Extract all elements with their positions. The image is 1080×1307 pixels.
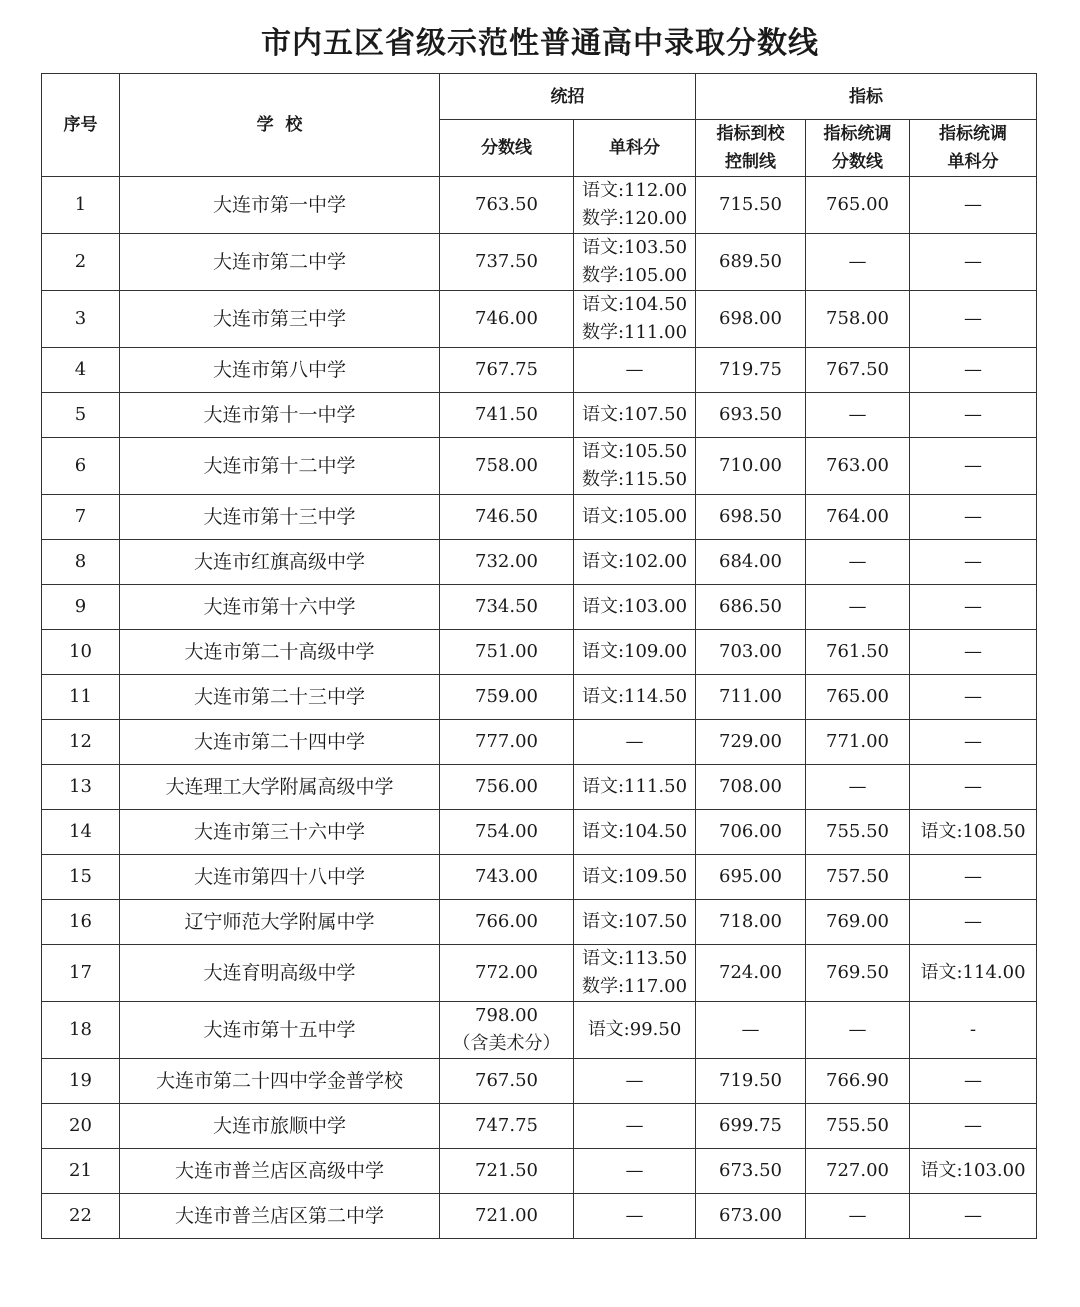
single-subject-cell	[574, 765, 696, 810]
table-row	[42, 348, 1037, 393]
zb-control-cell: 686.50	[696, 585, 806, 630]
header-zb-tiao-single-line1: 指标统调	[939, 124, 1008, 144]
single-subject-line: 语文:112.00	[581, 180, 688, 201]
single-subject-line: 语文:104.50	[581, 294, 688, 315]
zb-control-cell: 708.00	[696, 765, 806, 810]
zb-control-cell: 689.50	[696, 234, 806, 291]
table-row	[42, 234, 1037, 291]
header-school: 学 校	[120, 74, 440, 177]
school-cell: 大连市第三中学	[120, 291, 440, 348]
header-zb-tiao-single-line2: 单科分	[947, 152, 999, 172]
score-line: 767.75	[475, 359, 538, 380]
single-subject-cell	[574, 495, 696, 540]
score-line: 721.50	[475, 1160, 538, 1181]
score-table	[41, 73, 1037, 1239]
school-cell: 大连市第一中学	[120, 177, 440, 234]
single-subject-cell	[574, 900, 696, 945]
score-cell	[440, 1059, 574, 1104]
single-subject-cell	[574, 675, 696, 720]
seq-cell: 1	[42, 177, 120, 234]
school-cell: 大连市第二十三中学	[120, 675, 440, 720]
zb-tiao-single-cell: —	[910, 177, 1037, 234]
seq-cell: 20	[42, 1104, 120, 1149]
table-row	[42, 1149, 1037, 1194]
table-row	[42, 438, 1037, 495]
seq-cell: 14	[42, 810, 120, 855]
table-row	[42, 765, 1037, 810]
zb-control-cell: —	[696, 1002, 806, 1059]
table-row	[42, 630, 1037, 675]
score-line: 737.50	[475, 251, 538, 272]
score-cell	[440, 675, 574, 720]
school-cell: 大连市第二十四中学	[120, 720, 440, 765]
score-line: 754.00	[475, 821, 538, 842]
score-cell	[440, 393, 574, 438]
single-subject-cell	[574, 810, 696, 855]
school-cell: 大连育明高级中学	[120, 945, 440, 1002]
single-subject-cell	[574, 1149, 696, 1194]
school-cell: 大连市第十一中学	[120, 393, 440, 438]
zb-tiao-score-cell: —	[806, 1194, 910, 1239]
score-line: 746.00	[475, 308, 538, 329]
score-cell	[440, 585, 574, 630]
seq-cell: 17	[42, 945, 120, 1002]
seq-cell: 22	[42, 1194, 120, 1239]
zb-control-cell: 673.50	[696, 1149, 806, 1194]
seq-cell: 7	[42, 495, 120, 540]
seq-cell: 6	[42, 438, 120, 495]
zb-tiao-score-cell: —	[806, 765, 910, 810]
seq-cell: 13	[42, 765, 120, 810]
zb-tiao-single-cell: —	[910, 1059, 1037, 1104]
score-cell	[440, 855, 574, 900]
zb-control-cell: 724.00	[696, 945, 806, 1002]
zb-tiao-single-cell: —	[910, 495, 1037, 540]
zb-control-cell: 699.75	[696, 1104, 806, 1149]
zb-control-cell: 695.00	[696, 855, 806, 900]
seq-cell: 5	[42, 393, 120, 438]
single-subject-cell	[574, 348, 696, 393]
zb-tiao-score-cell: 763.00	[806, 438, 910, 495]
zb-control-cell: 698.50	[696, 495, 806, 540]
zb-tiao-single-cell: —	[910, 630, 1037, 675]
zb-tiao-single-cell: -	[910, 1002, 1037, 1059]
zb-control-cell: 729.00	[696, 720, 806, 765]
single-subject-line: —	[625, 1205, 644, 1226]
school-cell: 大连市第十六中学	[120, 585, 440, 630]
zb-control-cell: 711.00	[696, 675, 806, 720]
score-cell	[440, 720, 574, 765]
zb-control-cell: 698.00	[696, 291, 806, 348]
score-line: 777.00	[475, 731, 538, 752]
zb-tiao-single-cell: —	[910, 234, 1037, 291]
zb-tiao-score-cell: 771.00	[806, 720, 910, 765]
single-subject-cell	[574, 1002, 696, 1059]
single-subject-line: 语文:107.50	[581, 911, 688, 932]
single-subject-line: 语文:107.50	[581, 404, 688, 425]
single-subject-cell	[574, 291, 696, 348]
zb-control-cell: 706.00	[696, 810, 806, 855]
zb-tiao-score-cell: —	[806, 540, 910, 585]
zb-tiao-single-cell: —	[910, 900, 1037, 945]
seq-cell: 18	[42, 1002, 120, 1059]
score-cell	[440, 1194, 574, 1239]
zb-control-cell: 673.00	[696, 1194, 806, 1239]
score-cell	[440, 540, 574, 585]
single-subject-cell	[574, 1104, 696, 1149]
single-subject-line: 数学:111.00	[581, 322, 688, 343]
score-line: 721.00	[475, 1205, 538, 1226]
score-line: 747.75	[475, 1115, 538, 1136]
single-subject-line: 语文:113.50	[581, 948, 688, 969]
school-cell: 大连理工大学附属高级中学	[120, 765, 440, 810]
zb-control-cell: 719.50	[696, 1059, 806, 1104]
zb-tiao-single-cell: 语文:108.50	[910, 810, 1037, 855]
header-row-1	[42, 74, 1037, 120]
score-cell	[440, 291, 574, 348]
single-subject-line: —	[625, 1160, 644, 1181]
seq-cell: 9	[42, 585, 120, 630]
school-cell: 大连市第二十四中学金普学校	[120, 1059, 440, 1104]
single-subject-cell	[574, 540, 696, 585]
header-zb-tiao-score-line2: 分数线	[832, 152, 883, 172]
single-subject-line: 语文:105.00	[581, 506, 688, 527]
score-line: 751.00	[475, 641, 538, 662]
seq-cell: 8	[42, 540, 120, 585]
single-subject-line: 语文:114.50	[581, 686, 688, 707]
score-line: 759.00	[475, 686, 538, 707]
score-cell	[440, 234, 574, 291]
seq-cell: 19	[42, 1059, 120, 1104]
zb-tiao-score-cell: —	[806, 234, 910, 291]
table-row	[42, 855, 1037, 900]
zb-tiao-score-cell: 758.00	[806, 291, 910, 348]
score-line: （含美术分）	[452, 1033, 561, 1054]
single-subject-line: 数学:105.00	[581, 265, 688, 286]
single-subject-line: 语文:105.50	[581, 441, 688, 462]
zb-tiao-single-cell: —	[910, 438, 1037, 495]
zb-tiao-single-cell: —	[910, 291, 1037, 348]
school-cell: 辽宁师范大学附属中学	[120, 900, 440, 945]
table-row	[42, 393, 1037, 438]
score-line: 772.00	[475, 962, 538, 983]
score-line: 763.50	[475, 194, 538, 215]
zb-tiao-single-cell: 语文:103.00	[910, 1149, 1037, 1194]
school-cell: 大连市第二中学	[120, 234, 440, 291]
header-zhibiao: 指标	[696, 74, 1037, 120]
seq-cell: 16	[42, 900, 120, 945]
seq-cell: 21	[42, 1149, 120, 1194]
score-cell	[440, 177, 574, 234]
zb-tiao-single-cell: —	[910, 1194, 1037, 1239]
single-subject-cell	[574, 855, 696, 900]
school-cell: 大连市第八中学	[120, 348, 440, 393]
single-subject-line: 语文:99.50	[587, 1019, 682, 1040]
zb-control-cell: 693.50	[696, 393, 806, 438]
score-line: 758.00	[475, 455, 538, 476]
table-body	[42, 177, 1037, 1239]
score-line: 766.00	[475, 911, 538, 932]
school-cell: 大连市普兰店区高级中学	[120, 1149, 440, 1194]
score-cell	[440, 1149, 574, 1194]
header-zb-control-line1: 指标到校	[716, 124, 785, 144]
zb-tiao-score-cell: 765.00	[806, 675, 910, 720]
score-line: 734.50	[475, 596, 538, 617]
zb-tiao-score-cell: 757.50	[806, 855, 910, 900]
score-line: 732.00	[475, 551, 538, 572]
zb-control-cell: 715.50	[696, 177, 806, 234]
zb-tiao-score-cell: 769.00	[806, 900, 910, 945]
single-subject-cell	[574, 945, 696, 1002]
zb-tiao-single-cell: —	[910, 540, 1037, 585]
single-subject-cell	[574, 630, 696, 675]
zb-tiao-score-cell: 766.90	[806, 1059, 910, 1104]
score-line: 767.50	[475, 1070, 538, 1091]
school-cell: 大连市第四十八中学	[120, 855, 440, 900]
single-subject-line: 数学:115.50	[581, 469, 688, 490]
score-cell	[440, 945, 574, 1002]
score-cell	[440, 1104, 574, 1149]
table-row	[42, 1059, 1037, 1104]
zb-tiao-single-cell: —	[910, 348, 1037, 393]
single-subject-cell	[574, 1059, 696, 1104]
seq-cell: 15	[42, 855, 120, 900]
zb-tiao-single-cell: —	[910, 393, 1037, 438]
school-cell: 大连市第二十高级中学	[120, 630, 440, 675]
score-cell	[440, 438, 574, 495]
zb-control-cell: 719.75	[696, 348, 806, 393]
single-subject-line: —	[625, 359, 644, 380]
zb-tiao-score-cell: 761.50	[806, 630, 910, 675]
score-cell	[440, 1002, 574, 1059]
header-seq: 序号	[42, 74, 120, 177]
score-cell	[440, 495, 574, 540]
school-cell: 大连市红旗高级中学	[120, 540, 440, 585]
seq-cell: 11	[42, 675, 120, 720]
header-zb-control	[696, 120, 806, 177]
header-zb-tiao-single	[910, 120, 1037, 177]
single-subject-line: —	[625, 731, 644, 752]
score-cell	[440, 900, 574, 945]
seq-cell: 10	[42, 630, 120, 675]
header-score-line: 分数线	[440, 120, 574, 177]
table-row	[42, 1194, 1037, 1239]
zb-control-cell: 718.00	[696, 900, 806, 945]
page-title: 市内五区省级示范性普通高中录取分数线	[261, 26, 819, 61]
table-row	[42, 675, 1037, 720]
school-cell: 大连市第十二中学	[120, 438, 440, 495]
single-subject-line: 语文:103.00	[581, 596, 688, 617]
table-row	[42, 720, 1037, 765]
zb-tiao-single-cell: —	[910, 765, 1037, 810]
single-subject-line: 语文:109.50	[581, 866, 688, 887]
seq-cell: 12	[42, 720, 120, 765]
zb-control-cell: 684.00	[696, 540, 806, 585]
school-cell: 大连市第十五中学	[120, 1002, 440, 1059]
school-cell: 大连市第十三中学	[120, 495, 440, 540]
single-subject-cell	[574, 438, 696, 495]
zb-tiao-score-cell: 769.50	[806, 945, 910, 1002]
header-zb-tiao-score-line1: 指标统调	[823, 124, 892, 144]
score-cell	[440, 765, 574, 810]
seq-cell: 3	[42, 291, 120, 348]
table-row	[42, 495, 1037, 540]
school-cell: 大连市第三十六中学	[120, 810, 440, 855]
table-row	[42, 810, 1037, 855]
header-zb-tiao-score	[806, 120, 910, 177]
zb-tiao-score-cell: 755.50	[806, 810, 910, 855]
zb-tiao-single-cell: 语文:114.00	[910, 945, 1037, 1002]
score-line: 743.00	[475, 866, 538, 887]
header-tongzhao: 统招	[440, 74, 696, 120]
single-subject-line: 语文:111.50	[581, 776, 688, 797]
score-cell	[440, 630, 574, 675]
score-line: 741.50	[475, 404, 538, 425]
zb-tiao-single-cell: —	[910, 585, 1037, 630]
single-subject-line: 数学:120.00	[581, 208, 688, 229]
single-subject-line: —	[625, 1070, 644, 1091]
zb-tiao-score-cell: 727.00	[806, 1149, 910, 1194]
score-line: 756.00	[475, 776, 538, 797]
single-subject-cell	[574, 720, 696, 765]
header-zb-control-line2: 控制线	[725, 152, 776, 172]
seq-cell: 2	[42, 234, 120, 291]
single-subject-line: 语文:103.50	[581, 237, 688, 258]
single-subject-line: 语文:109.00	[581, 641, 688, 662]
zb-tiao-score-cell: 764.00	[806, 495, 910, 540]
zb-control-cell: 703.00	[696, 630, 806, 675]
single-subject-cell	[574, 585, 696, 630]
table-row	[42, 945, 1037, 1002]
table-row	[42, 540, 1037, 585]
table-row	[42, 1104, 1037, 1149]
single-subject-cell	[574, 393, 696, 438]
header-single-subject: 单科分	[574, 120, 696, 177]
zb-tiao-score-cell: 765.00	[806, 177, 910, 234]
zb-tiao-score-cell: —	[806, 393, 910, 438]
table-row	[42, 1002, 1037, 1059]
zb-tiao-single-cell: —	[910, 675, 1037, 720]
zb-tiao-single-cell: —	[910, 855, 1037, 900]
table-row	[42, 585, 1037, 630]
single-subject-cell	[574, 234, 696, 291]
school-cell: 大连市旅顺中学	[120, 1104, 440, 1149]
single-subject-line: 数学:117.00	[581, 976, 688, 997]
score-line: 798.00	[475, 1005, 538, 1026]
school-cell: 大连市普兰店区第二中学	[120, 1194, 440, 1239]
single-subject-cell	[574, 1194, 696, 1239]
zb-tiao-single-cell: —	[910, 1104, 1037, 1149]
single-subject-line: 语文:102.00	[581, 551, 688, 572]
zb-tiao-score-cell: —	[806, 585, 910, 630]
zb-tiao-single-cell: —	[910, 720, 1037, 765]
single-subject-line: 语文:104.50	[581, 821, 688, 842]
score-cell	[440, 348, 574, 393]
zb-control-cell: 710.00	[696, 438, 806, 495]
table-row	[42, 900, 1037, 945]
single-subject-line: —	[625, 1115, 644, 1136]
single-subject-cell	[574, 177, 696, 234]
table-row	[42, 177, 1037, 234]
score-cell	[440, 810, 574, 855]
zb-tiao-score-cell: 755.50	[806, 1104, 910, 1149]
zb-tiao-score-cell: 767.50	[806, 348, 910, 393]
score-line: 746.50	[475, 506, 538, 527]
table-row	[42, 291, 1037, 348]
zb-tiao-score-cell: —	[806, 1002, 910, 1059]
seq-cell: 4	[42, 348, 120, 393]
